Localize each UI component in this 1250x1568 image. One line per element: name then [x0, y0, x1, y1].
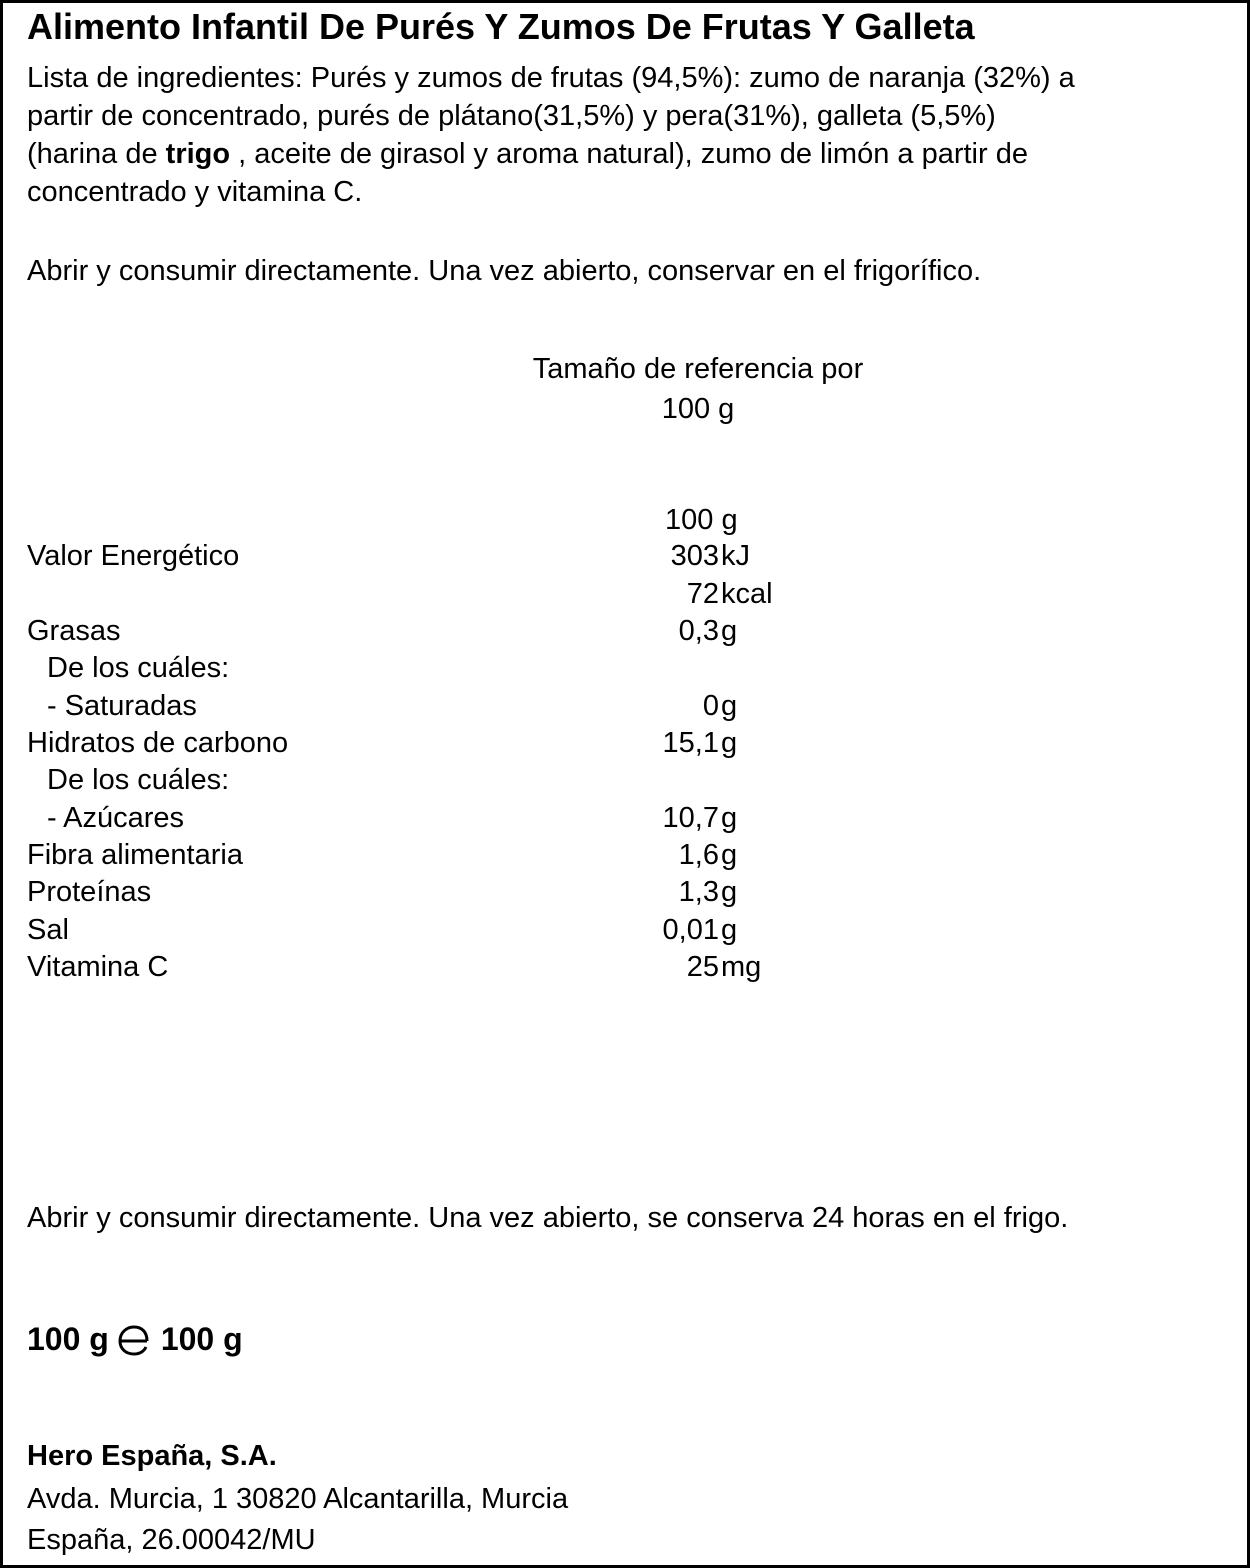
nutrition-sugars-value: 10,7: [662, 802, 719, 834]
nutrition-salt-value: 0,01: [662, 914, 719, 946]
nutrition-fat-value: 0,3: [678, 615, 719, 647]
nutrition-energy-kj-value: 303: [670, 540, 719, 572]
nutrition-fibre-value: 1,6: [678, 839, 719, 871]
nutrition-column-header: 100 g: [665, 504, 738, 536]
ingredients-line-3-start: (harina de: [27, 138, 166, 170]
ingredients-line-3: [27, 135, 1227, 173]
nutrition-fat-of-which-label: De los cuáles:: [47, 652, 230, 684]
nutrition-fat-label: Grasas: [27, 615, 121, 647]
usage-instructions-1: Abrir y consumir directamente. Una vez abierto, conservar en el frigorífico.: [27, 255, 982, 287]
nutrition-saturated-unit: g: [721, 690, 738, 722]
company-name: Hero España, S.A.: [27, 1440, 277, 1472]
nutrition-energy-kcal-value: 72: [686, 578, 719, 610]
reference-size-line-1: Tamaño de referencia por: [532, 353, 864, 385]
ingredients-line-3-end: , aceite de girasol y aroma natural), zumo de limón a partir de: [230, 138, 1028, 170]
nutrition-sugars-unit: g: [721, 802, 738, 834]
net-weight: [27, 1319, 243, 1359]
estimated-sign-icon: [111, 1319, 157, 1359]
nutrition-carbs-of-which-label: De los cuáles:: [47, 764, 230, 796]
ingredients-line-4: concentrado y vitamina C.: [27, 176, 363, 208]
nutrition-salt-unit: g: [721, 914, 738, 946]
nutrition-energy-kj-unit: kJ: [721, 540, 750, 572]
nutrition-carbs-label: Hidratos de carbono: [27, 727, 289, 759]
ingredients-line-2: partir de concentrado, purés de plátano(31,5%) y pera(31%), galleta (5,5%): [27, 100, 996, 132]
nutrition-protein-label: Proteínas: [27, 876, 152, 908]
nutrition-energy-label: Valor Energético: [27, 540, 240, 572]
nutrition-vitamin-c-unit: mg: [721, 951, 762, 983]
net-weight-value: 100 g: [160, 1321, 243, 1357]
nutrition-vitamin-c-label: Vitamina C: [27, 951, 169, 983]
nutrition-fibre-label: Fibra alimentaria: [27, 839, 243, 871]
ingredients-list: [27, 59, 1227, 211]
company-address: Avda. Murcia, 1 30820 Alcantarilla, Murcia: [27, 1483, 569, 1515]
nutrition-fat-unit: g: [721, 615, 738, 647]
company-registry: España, 26.00042/MU: [27, 1524, 316, 1556]
nutrition-sugars-label: - Azúcares: [47, 802, 184, 834]
nutrition-salt-label: Sal: [27, 914, 69, 946]
nutrition-fibre-unit: g: [721, 839, 738, 871]
nutrition-carbs-value: 15,1: [662, 727, 719, 759]
nutrition-energy-kcal-unit: kcal: [721, 578, 773, 610]
ingredients-line-1: Lista de ingredientes: Purés y zumos de frutas (94,5%): zumo de naranja (32%) a: [27, 62, 1075, 94]
product-title: Alimento Infantil De Purés Y Zumos De Frutas Y Galleta: [27, 6, 975, 47]
drained-weight: 100 g: [27, 1321, 109, 1357]
nutrition-protein-value: 1,3: [678, 876, 719, 908]
nutrition-protein-unit: g: [721, 876, 738, 908]
nutrition-vitamin-c-value: 25: [686, 951, 719, 983]
nutrition-saturated-label: - Saturadas: [47, 690, 197, 722]
reference-size-line-2: 100 g: [661, 393, 735, 425]
allergen-wheat: trigo: [165, 138, 231, 170]
usage-instructions-2: Abrir y consumir directamente. Una vez abierto, se conserva 24 horas en el frigo.: [27, 1202, 1069, 1234]
nutrition-saturated-value: 0: [702, 690, 719, 722]
nutrition-carbs-unit: g: [721, 727, 738, 759]
